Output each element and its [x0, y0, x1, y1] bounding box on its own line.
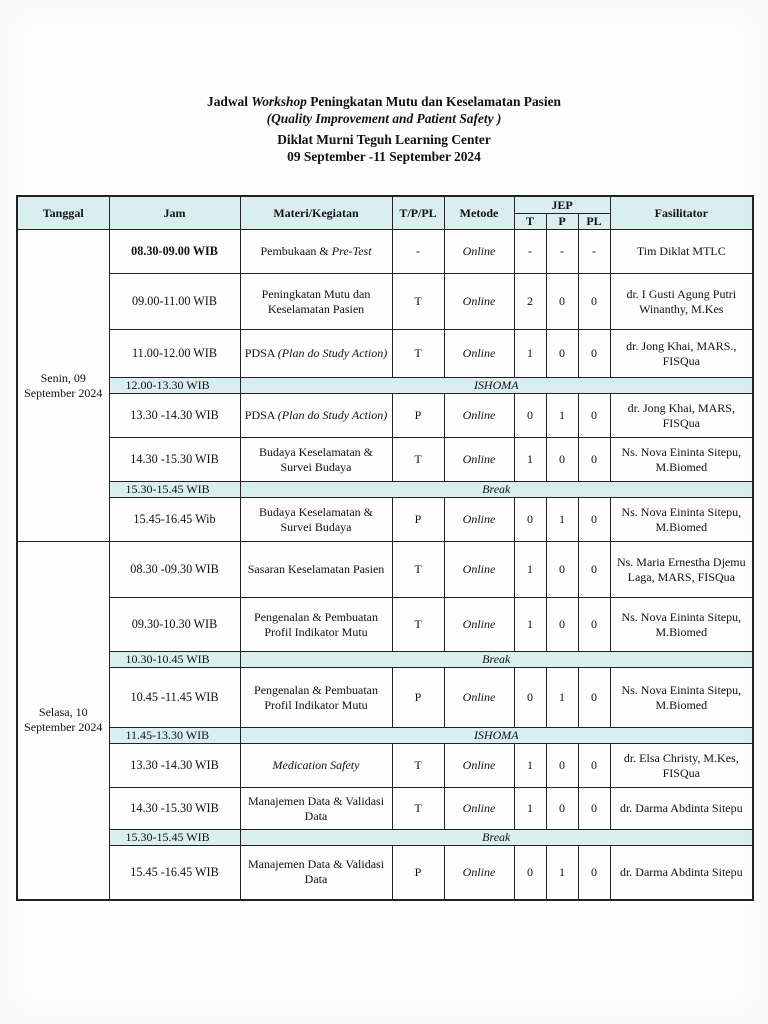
break-label-cell: Break — [240, 482, 753, 498]
break-label-cell: Break — [240, 830, 753, 846]
col-jep-pl: PL — [578, 214, 610, 230]
activity-cell — [240, 542, 392, 598]
break-time-cell: 11.45-13.30 WIB — [109, 728, 240, 744]
type-cell: P — [392, 394, 444, 438]
table-row — [17, 598, 753, 652]
activity-text: PDSA — [244, 346, 278, 360]
activity-text: Sasaran Keselamatan Pasien — [247, 562, 385, 576]
break-row — [17, 378, 753, 394]
break-row — [17, 482, 753, 498]
type-cell: T — [392, 744, 444, 788]
jep-p-cell: 1 — [546, 668, 578, 728]
title-prefix: Jadwal — [207, 94, 252, 109]
col-tppl: T/P/PL — [392, 196, 444, 230]
title-line-3: Diklat Murni Teguh Learning Center — [277, 132, 491, 147]
table-row — [17, 744, 753, 788]
activity-cell — [240, 846, 392, 900]
jep-t-cell: 1 — [514, 542, 546, 598]
table-body — [17, 230, 753, 900]
title-line-2: (Quality Improvement and Patient Safety ) — [266, 111, 502, 126]
facilitator-cell: dr. Jong Khai, MARS., FISQua — [610, 330, 753, 378]
jep-t-cell: 0 — [514, 394, 546, 438]
col-jam: Jam — [109, 196, 240, 230]
jep-pl-cell: 0 — [578, 274, 610, 330]
jep-p-cell: 0 — [546, 438, 578, 482]
facilitator-cell: dr. Darma Abdinta Sitepu — [610, 846, 753, 900]
day-date-cell: Selasa, 10 September 2024 — [17, 542, 109, 900]
time-cell: 10.45 -11.45 WIB — [109, 668, 240, 728]
activity-text: Budaya Keselamatan & Survei Budaya — [259, 444, 373, 474]
break-time-cell: 15.30-15.45 WIB — [109, 830, 240, 846]
facilitator-cell: Ns. Nova Eininta Sitepu, M.Biomed — [610, 498, 753, 542]
method-cell: Online — [444, 394, 514, 438]
jep-p-cell: 0 — [546, 330, 578, 378]
jep-p-cell: 0 — [546, 788, 578, 830]
activity-text: Peningkatan Mutu dan Keselamatan Pasien — [261, 286, 371, 316]
jep-pl-cell: 0 — [578, 438, 610, 482]
jep-p-cell: 1 — [546, 394, 578, 438]
method-cell: Online — [444, 274, 514, 330]
break-label-cell: Break — [240, 652, 753, 668]
jep-pl-cell: 0 — [578, 498, 610, 542]
col-metode: Metode — [444, 196, 514, 230]
activity-cell — [240, 230, 392, 274]
table-row — [17, 846, 753, 900]
jep-p-cell: 0 — [546, 598, 578, 652]
facilitator-cell: dr. Jong Khai, MARS, FISQua — [610, 394, 753, 438]
jep-pl-cell: 0 — [578, 542, 610, 598]
activity-text: Pengenalan & Pembuatan Profil Indikator Mutu — [254, 609, 378, 639]
time-cell: 14.30 -15.30 WIB — [109, 438, 240, 482]
time-cell: 13.30 -14.30 WIB — [109, 394, 240, 438]
jep-t-cell: - — [514, 230, 546, 274]
jep-t-cell: 0 — [514, 498, 546, 542]
break-label-cell: ISHOMA — [240, 378, 753, 394]
facilitator-cell: dr. Elsa Christy, M.Kes, FISQua — [610, 744, 753, 788]
time-cell: 09.00-11.00 WIB — [109, 274, 240, 330]
jep-p-cell: 0 — [546, 274, 578, 330]
type-cell: T — [392, 274, 444, 330]
jep-p-cell: 0 — [546, 542, 578, 598]
method-cell: Online — [444, 230, 514, 274]
table-row — [17, 274, 753, 330]
type-cell: - — [392, 230, 444, 274]
jep-pl-cell: 0 — [578, 394, 610, 438]
col-fasilitator: Fasilitator — [610, 196, 753, 230]
table-row — [17, 542, 753, 598]
activity-cell — [240, 330, 392, 378]
col-tanggal: Tanggal — [17, 196, 109, 230]
method-cell: Online — [444, 330, 514, 378]
type-cell: P — [392, 668, 444, 728]
table-row — [17, 498, 753, 542]
jep-t-cell: 1 — [514, 438, 546, 482]
jep-pl-cell: 0 — [578, 668, 610, 728]
activity-cell — [240, 274, 392, 330]
jep-pl-cell: - — [578, 230, 610, 274]
time-cell: 14.30 -15.30 WIB — [109, 788, 240, 830]
activity-italic-text: (Plan do Study Action) — [277, 408, 388, 422]
activity-cell — [240, 668, 392, 728]
table-row — [17, 438, 753, 482]
facilitator-cell: Ns. Maria Ernestha Djemu Laga, MARS, FISQua — [610, 542, 753, 598]
method-cell: Online — [444, 846, 514, 900]
time-cell: 08.30 -09.30 WIB — [109, 542, 240, 598]
jep-pl-cell: 0 — [578, 598, 610, 652]
method-cell: Online — [444, 542, 514, 598]
activity-text: Budaya Keselamatan & Survei Budaya — [259, 504, 373, 534]
type-cell: P — [392, 498, 444, 542]
method-cell: Online — [444, 744, 514, 788]
jep-t-cell: 1 — [514, 330, 546, 378]
activity-text: PDSA — [244, 408, 278, 422]
activity-italic-text: Medication Safety — [272, 758, 360, 772]
table-header — [17, 196, 753, 230]
type-cell: T — [392, 598, 444, 652]
time-cell: 11.00-12.00 WIB — [109, 330, 240, 378]
break-time-cell: 12.00-13.30 WIB — [109, 378, 240, 394]
time-cell: 15.45-16.45 Wib — [109, 498, 240, 542]
time-cell: 08.30-09.00 WIB — [109, 230, 240, 274]
facilitator-cell: Ns. Nova Eininta Sitepu, M.Biomed — [610, 438, 753, 482]
col-jep: JEP — [514, 196, 610, 214]
col-jep-t: T — [514, 214, 546, 230]
method-cell: Online — [444, 668, 514, 728]
facilitator-cell: Ns. Nova Eininta Sitepu, M.Biomed — [610, 668, 753, 728]
facilitator-cell: dr. Darma Abdinta Sitepu — [610, 788, 753, 830]
time-cell: 09.30-10.30 WIB — [109, 598, 240, 652]
jep-t-cell: 0 — [514, 668, 546, 728]
schedule-table — [16, 195, 754, 901]
type-cell: T — [392, 788, 444, 830]
activity-italic-text: (Plan do Study Action) — [277, 346, 388, 360]
table-row — [17, 788, 753, 830]
table-row — [17, 668, 753, 728]
method-cell: Online — [444, 598, 514, 652]
jep-pl-cell: 0 — [578, 330, 610, 378]
title-line-1 — [0, 93, 768, 110]
type-cell: T — [392, 438, 444, 482]
jep-p-cell: 1 — [546, 498, 578, 542]
jep-t-cell: 1 — [514, 744, 546, 788]
jep-t-cell: 0 — [514, 846, 546, 900]
activity-cell — [240, 744, 392, 788]
jep-pl-cell: 0 — [578, 846, 610, 900]
break-time-cell: 10.30-10.45 WIB — [109, 652, 240, 668]
jep-p-cell: 0 — [546, 744, 578, 788]
method-cell: Online — [444, 788, 514, 830]
col-materi: Materi/Kegiatan — [240, 196, 392, 230]
table-row — [17, 330, 753, 378]
break-row — [17, 728, 753, 744]
break-time-cell: 15.30-15.45 WIB — [109, 482, 240, 498]
activity-cell — [240, 788, 392, 830]
activity-text: Manajemen Data & Validasi Data — [247, 857, 385, 887]
jep-pl-cell: 0 — [578, 788, 610, 830]
method-cell: Online — [444, 438, 514, 482]
jep-t-cell: 1 — [514, 598, 546, 652]
activity-italic-text: Pre-Test — [331, 244, 372, 258]
break-row — [17, 652, 753, 668]
jep-t-cell: 2 — [514, 274, 546, 330]
method-cell: Online — [444, 498, 514, 542]
activity-text: Manajemen Data & Validasi Data — [247, 793, 385, 823]
title-italic-word: Workshop — [251, 94, 307, 109]
facilitator-cell: dr. I Gusti Agung Putri Winanthy, M.Kes — [610, 274, 753, 330]
time-cell: 15.45 -16.45 WIB — [109, 846, 240, 900]
table-row — [17, 230, 753, 274]
type-cell: T — [392, 330, 444, 378]
type-cell: P — [392, 846, 444, 900]
type-cell: T — [392, 542, 444, 598]
title-line-4: 09 September -11 September 2024 — [287, 149, 481, 164]
time-cell: 13.30 -14.30 WIB — [109, 744, 240, 788]
activity-cell — [240, 394, 392, 438]
facilitator-cell: Tim Diklat MTLC — [610, 230, 753, 274]
jep-p-cell: - — [546, 230, 578, 274]
jep-pl-cell: 0 — [578, 744, 610, 788]
jep-t-cell: 1 — [514, 788, 546, 830]
day-date-cell: Senin, 09 September 2024 — [17, 230, 109, 542]
document-header — [0, 93, 768, 165]
facilitator-cell: Ns. Nova Eininta Sitepu, M.Biomed — [610, 598, 753, 652]
activity-text: Pengenalan & Pembuatan Profil Indikator Mutu — [254, 682, 378, 712]
activity-cell — [240, 438, 392, 482]
activity-cell — [240, 598, 392, 652]
jep-p-cell: 1 — [546, 846, 578, 900]
table-row — [17, 394, 753, 438]
break-row — [17, 830, 753, 846]
activity-text: Pembukaan & — [260, 244, 332, 258]
col-jep-p: P — [546, 214, 578, 230]
activity-cell — [240, 498, 392, 542]
break-label-cell: ISHOMA — [240, 728, 753, 744]
title-suffix: Peningkatan Mutu dan Keselamatan Pasien — [306, 94, 561, 109]
